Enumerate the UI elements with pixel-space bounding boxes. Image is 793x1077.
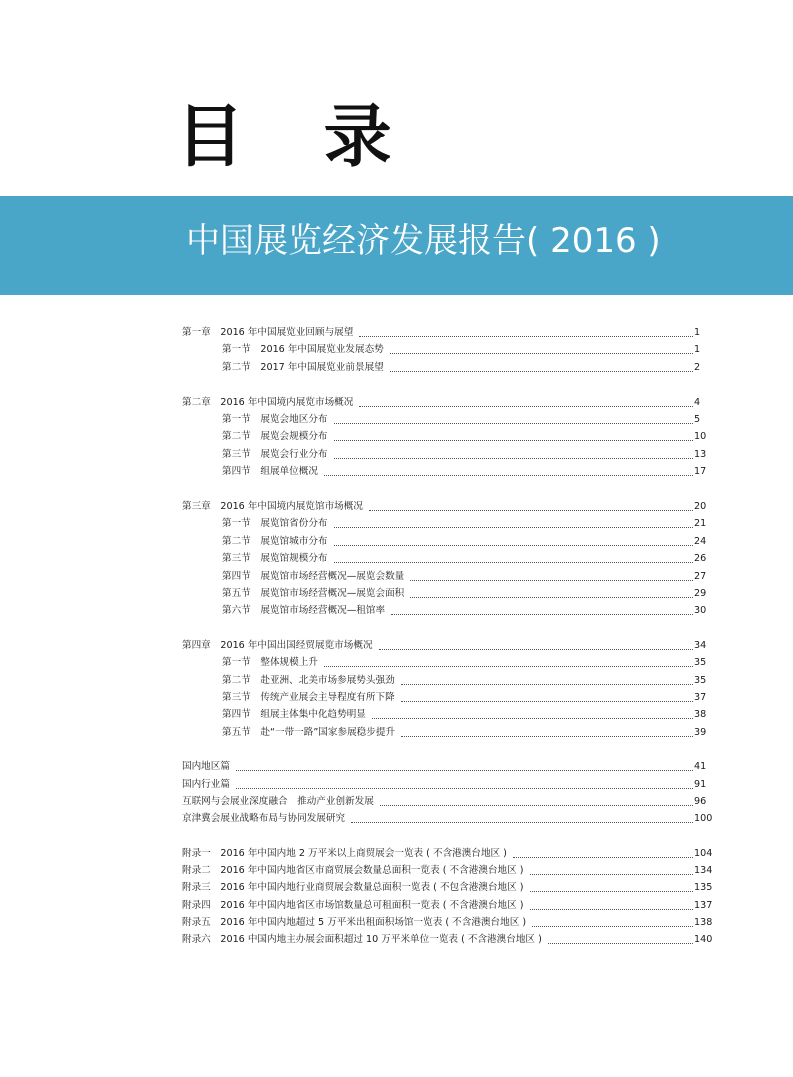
toc-entry-page: 1 [694, 327, 701, 338]
leader-dots [334, 530, 693, 546]
toc-entry-page: 29 [694, 588, 707, 599]
leader-dots [369, 495, 693, 511]
toc-entry-label: 第二节 2017 年中国展览业前景展望 [222, 362, 384, 373]
leader-dots [401, 721, 693, 737]
toc-entry-label: 互联网与会展业深度融合 推动产业创新发展 [182, 796, 374, 807]
toc-entry-label: 第四节 组展主体集中化趋势明显 [222, 709, 366, 720]
toc-entry[interactable] [0, 429, 793, 444]
toc-entry-label: 第四节 组展单位概况 [222, 466, 318, 477]
toc-entry-page: 138 [694, 917, 713, 928]
leader-dots [390, 356, 693, 372]
leader-dots [530, 859, 693, 875]
leader-dots [324, 460, 693, 476]
toc-entry-page: 104 [694, 848, 713, 859]
toc-entry[interactable] [0, 932, 793, 947]
toc-entry[interactable] [0, 880, 793, 895]
toc-entry-page: 21 [694, 518, 707, 529]
toc-entry-label: 第五节 展览馆市场经营概况—展览会面积 [222, 588, 405, 599]
toc-entry-label: 第三节 传统产业展会主导程度有所下降 [222, 692, 395, 703]
toc-entry-label: 第一节 2016 年中国展览业发展态势 [222, 344, 384, 355]
leader-dots [334, 425, 693, 441]
leader-dots [334, 547, 693, 563]
toc-entry-page: 35 [694, 675, 707, 686]
toc-entry-page: 20 [694, 501, 707, 512]
page-title: 目 录 [176, 98, 420, 177]
leader-dots [513, 842, 693, 858]
toc-entry-page: 100 [694, 813, 713, 824]
toc-entry-label: 国内行业篇 [182, 779, 230, 790]
toc-entry-page: 10 [694, 431, 707, 442]
toc-entry-label: 第四章 2016 年中国出国经贸展览市场概况 [182, 640, 373, 651]
toc-entry-label: 第三节 展览馆规模分布 [222, 553, 328, 564]
toc-entry-label: 第一节 展览馆省份分布 [222, 518, 328, 529]
toc-entry-page: 27 [694, 571, 707, 582]
toc-entry[interactable] [0, 516, 793, 531]
leader-dots [359, 321, 693, 337]
toc-entry-label: 国内地区篇 [182, 761, 230, 772]
leader-dots [334, 443, 693, 459]
toc-entry-label: 附录三 2016 年中国内地行业商贸展会数量总面积一览表 ( 不包含港澳台地区 ) [182, 882, 524, 893]
toc-entry[interactable] [0, 707, 793, 722]
report-title: 中国展览经济发展报告( 2016 ) [186, 221, 661, 261]
leader-dots [390, 338, 693, 354]
toc-entry-page: 5 [694, 414, 701, 425]
toc-entry-label: 京津冀会展业战略布局与协同发展研究 [182, 813, 346, 824]
toc-entry-page: 91 [694, 779, 707, 790]
toc-entry-label: 第五节 赴“一带一路”国家参展稳步提升 [222, 727, 396, 738]
toc-entry-page: 35 [694, 657, 707, 668]
toc-entry-page: 137 [694, 900, 713, 911]
toc-entry[interactable] [0, 551, 793, 566]
leader-dots [391, 599, 693, 615]
toc-entry-label: 附录六 2016 中国内地主办展会面积超过 10 万平米单位一览表 ( 不含港澳台地区 ) [182, 934, 542, 945]
toc-entry-label: 第六节 展览馆市场经营概况—租馆率 [222, 605, 386, 616]
toc-entry[interactable] [0, 759, 793, 774]
toc-entry[interactable] [0, 725, 793, 740]
toc-entry-page: 4 [694, 397, 701, 408]
toc-entry-label: 第二节 赴亚洲、北美市场参展势头强劲 [222, 675, 395, 686]
toc-entry-page: 134 [694, 865, 713, 876]
leader-dots [351, 807, 693, 823]
leader-dots [530, 876, 693, 892]
leader-dots [334, 512, 693, 528]
toc-entry-label: 附录五 2016 年中国内地超过 5 万平米出租面积场馆一览表 ( 不含港澳台地区 ) [182, 917, 527, 928]
toc-entry-label: 附录二 2016 年中国内地省区市商贸展会数量总面积一览表 ( 不含港澳台地区 ) [182, 865, 524, 876]
toc-entry-page: 34 [694, 640, 707, 651]
toc-entry-page: 17 [694, 466, 707, 477]
leader-dots [334, 408, 693, 424]
toc-entry-page: 39 [694, 727, 707, 738]
leader-dots [548, 928, 693, 944]
leader-dots [532, 911, 693, 927]
toc-entry-label: 第二节 展览馆城市分布 [222, 536, 328, 547]
leader-dots [372, 703, 693, 719]
toc-entry-label: 第三章 2016 年中国境内展览馆市场概况 [182, 501, 363, 512]
toc-entry-page: 140 [694, 934, 713, 945]
toc-entry-page: 2 [694, 362, 701, 373]
toc-entry-label: 第二节 展览会规模分布 [222, 431, 328, 442]
leader-dots [410, 565, 693, 581]
toc-entry-label: 第二章 2016 年中国境内展览市场概况 [182, 397, 354, 408]
leader-dots [401, 669, 693, 685]
leader-dots [236, 773, 693, 789]
leader-dots [530, 894, 693, 910]
toc-entry-page: 24 [694, 536, 707, 547]
leader-dots [324, 651, 693, 667]
toc-entry-label: 第三节 展览会行业分布 [222, 449, 328, 460]
toc-entry-page: 37 [694, 692, 707, 703]
toc-entry-page: 38 [694, 709, 707, 720]
toc-entry[interactable] [0, 464, 793, 479]
toc-entry-label: 第四节 展览馆市场经营概况—展览会数量 [222, 571, 405, 582]
leader-dots [236, 755, 693, 771]
toc-entry[interactable] [0, 603, 793, 618]
leader-dots [379, 634, 693, 650]
leader-dots [401, 686, 693, 702]
toc-entry[interactable] [0, 342, 793, 357]
leader-dots [380, 790, 693, 806]
toc-entry[interactable] [0, 811, 793, 826]
toc-entry-page: 1 [694, 344, 701, 355]
toc-entry-label: 第一节 整体规模上升 [222, 657, 318, 668]
toc-entry-label: 附录四 2016 年中国内地省区市场馆数量总可租面积一览表 ( 不含港澳台地区 ) [182, 900, 524, 911]
toc-entry-page: 96 [694, 796, 707, 807]
toc-entry-label: 第一章 2016 年中国展览业回顾与展望 [182, 327, 354, 338]
toc-entry-page: 135 [694, 882, 713, 893]
leader-dots [410, 582, 693, 598]
toc-entry-page: 26 [694, 553, 707, 564]
toc-entry-label: 第一节 展览会地区分布 [222, 414, 328, 425]
toc-entry-page: 30 [694, 605, 707, 616]
toc-entry-page: 41 [694, 761, 707, 772]
toc-entry-label: 附录一 2016 年中国内地 2 万平米以上商贸展会一览表 ( 不含港澳台地区 ) [182, 848, 507, 859]
toc-entry[interactable] [0, 360, 793, 375]
toc-entry-page: 13 [694, 449, 707, 460]
toc-entry[interactable] [0, 655, 793, 670]
leader-dots [359, 391, 693, 407]
